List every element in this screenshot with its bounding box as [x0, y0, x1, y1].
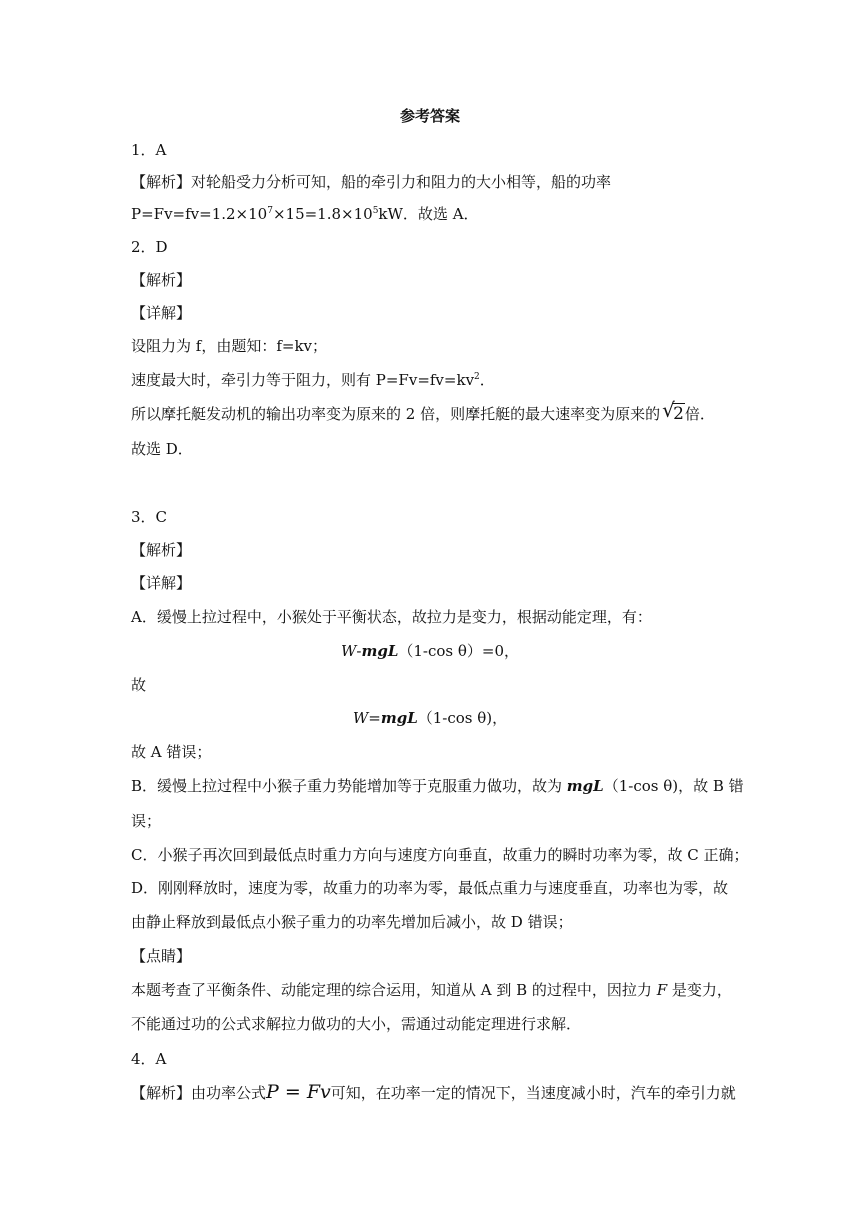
q3-a-wrong: 故 A 错误； [131, 743, 212, 761]
q3-option-b [131, 776, 744, 796]
q1-formula-c: kW．故选 A． [378, 205, 479, 223]
q2-line2-a: 速度最大时，牵引力等于阻力，则有 P=Fv=fv=kv [131, 371, 475, 389]
q3-b-mgl: mgL [566, 777, 604, 795]
q3-option-b-cont: 误； [131, 812, 162, 830]
q1-exp-a: 7 [267, 206, 273, 216]
q4-analysis [131, 1082, 736, 1103]
q2-line2-b: ． [479, 371, 495, 389]
q3-option-d-cont: 由静止释放到最低点小猴子重力的功率先增加后减小，故 D 错误； [131, 913, 573, 931]
q3-comment-2: 不能通过功的公式求解拉力做功的大小，需通过动能定理进行求解． [131, 1015, 582, 1033]
q3-option-c: C．小猴子再次回到最低点时重力方向与速度方向垂直，故重力的瞬时功率为零，故 C 正确； [131, 846, 749, 864]
q3-option-a: A．缓慢上拉过程中，小猴处于平衡状态，故拉力是变力，根据动能定理，有： [131, 608, 652, 626]
q3-b-text-a: B．缓慢上拉过程中小猴子重力势能增加等于克服重力做功，故为 [131, 777, 567, 795]
q3-b-text-b: （1-cos θ)，故 B 错 [603, 777, 744, 795]
q2-line3-a: 所以摩托艇发动机的输出功率变为原来的 2 倍，则摩托艇的最大速率变为原来的 [131, 405, 661, 423]
q2-answer: 2．D [131, 238, 168, 256]
page-title: 参考答案 [399, 107, 460, 125]
eq2-w: W [352, 709, 369, 727]
q3-option-d: D．刚刚释放时，速度为零，故重力的功率为零，最低点重力与速度垂直，功率也为零，故 [131, 879, 729, 897]
q2-line3-b: 倍． [684, 405, 715, 423]
eq1-mgl: mgL [361, 642, 399, 660]
q1-formula-a: P=Fv=fv=1.2×10 [131, 205, 268, 223]
q1-analysis-text: 对轮船受力分析可知，船的牵引力和阻力的大小相等，船的功率 [191, 173, 612, 191]
q2-line2 [131, 370, 495, 390]
q1-formula [131, 204, 479, 224]
q2-line2-exp: 2 [474, 372, 480, 382]
q4-answer: 4．A [131, 1050, 167, 1068]
eq2-mgl: mgL [380, 709, 418, 727]
q3-gu: 故 [131, 676, 147, 694]
q2-detail-tag: 【详解】 [131, 304, 192, 322]
q3-detail-tag: 【详解】 [131, 574, 192, 592]
q3-equation-2 [0, 708, 860, 728]
eq2-eq: = [368, 709, 381, 727]
q2-analysis-tag: 【解析】 [131, 271, 192, 289]
q3-comment-tag: 【点睛】 [131, 947, 192, 965]
q1-analysis-tag: 【解析】 [131, 173, 192, 191]
q1-formula-b: ×15=1.8×10 [272, 205, 373, 223]
q4-text-a: 由功率公式 [191, 1084, 267, 1102]
q2-sqrt-value: 2 [673, 404, 684, 424]
q2-line4: 故选 D． [131, 440, 193, 458]
q1-answer: 1．A [131, 141, 167, 159]
q3-analysis-tag: 【解析】 [131, 541, 192, 559]
q3-answer: 3．C [131, 508, 168, 526]
eq1-dash: - [356, 642, 362, 660]
eq1-paren: （1-cos θ）=0， [398, 642, 520, 660]
q2-line3 [131, 398, 715, 424]
q3-equation-1 [0, 641, 860, 661]
eq2-paren: （1-cos θ)， [417, 709, 508, 727]
q1-analysis [131, 172, 611, 192]
q4-text-b: 可知，在功率一定的情况下，当速度减小时，汽车的牵引力就 [330, 1084, 736, 1102]
q4-analysis-tag: 【解析】 [131, 1084, 192, 1102]
q2-line1: 设阻力为 f，由题知：f=kv； [131, 337, 328, 355]
eq1-w: W [340, 642, 357, 660]
q3-comment1-f: F [656, 981, 668, 999]
sqrt-symbol: √ 2 [662, 398, 684, 424]
q1-exp-b: 5 [372, 206, 379, 216]
q3-comment1-b: 是变力， [667, 981, 732, 999]
q3-comment-1 [131, 980, 732, 1000]
q3-comment1-a: 本题考查了平衡条件、动能定理的综合运用，知道从 A 到 B 的过程中，因拉力 [131, 981, 657, 999]
q4-formula: P = Fv [266, 1081, 331, 1103]
